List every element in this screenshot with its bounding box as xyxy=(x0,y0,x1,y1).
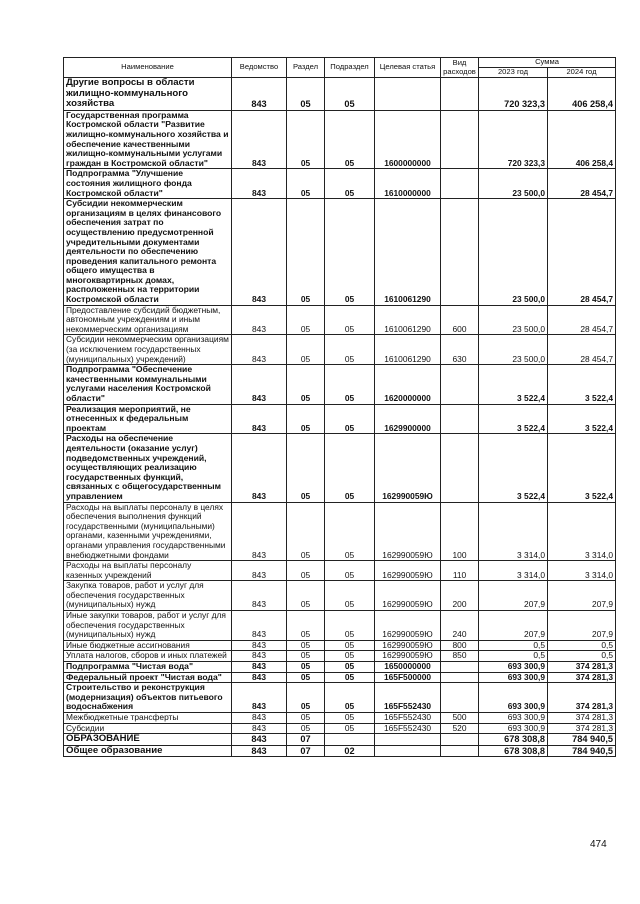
table-row xyxy=(64,581,616,611)
cell-podrazdel: 05 xyxy=(325,662,375,673)
cell-vedomstvo: 843 xyxy=(232,734,287,746)
cell-tselevaya-statya xyxy=(375,745,441,757)
table-row xyxy=(64,199,616,306)
cell-podrazdel: 05 xyxy=(325,502,375,561)
table-row xyxy=(64,335,616,365)
cell-razdel: 05 xyxy=(287,335,325,365)
cell-vid-raskhodov: 520 xyxy=(441,723,479,734)
cell-sum-2024: 406 258,4 xyxy=(548,78,616,111)
header-year-2024: 2024 год xyxy=(548,68,616,78)
cell-sum-2023: 3 522,4 xyxy=(479,404,548,434)
cell-sum-2023: 693 300,9 xyxy=(479,713,548,724)
cell-vid-raskhodov: 800 xyxy=(441,640,479,651)
header-vid-raskhodov: Вид расходов xyxy=(441,58,479,78)
table-row xyxy=(64,683,616,713)
cell-vid-raskhodov xyxy=(441,404,479,434)
cell-sum-2024: 28 454,7 xyxy=(548,169,616,199)
cell-vid-raskhodov: 100 xyxy=(441,502,479,561)
cell-vid-raskhodov xyxy=(441,110,479,169)
cell-podrazdel: 05 xyxy=(325,365,375,404)
cell-razdel: 05 xyxy=(287,199,325,306)
cell-vid-raskhodov xyxy=(441,365,479,404)
cell-sum-2023: 3 314,0 xyxy=(479,502,548,561)
cell-podrazdel: 02 xyxy=(325,745,375,757)
cell-vedomstvo: 843 xyxy=(232,672,287,683)
table-row xyxy=(64,169,616,199)
cell-sum-2024: 0,5 xyxy=(548,651,616,662)
header-tselevaya-statya: Целевая статья xyxy=(375,58,441,78)
table-row xyxy=(64,651,616,662)
cell-sum-2024: 374 281,3 xyxy=(548,683,616,713)
table-row xyxy=(64,713,616,724)
cell-vid-raskhodov xyxy=(441,434,479,502)
cell-sum-2024: 0,5 xyxy=(548,640,616,651)
cell-sum-2023: 23 500,0 xyxy=(479,199,548,306)
cell-podrazdel: 05 xyxy=(325,110,375,169)
cell-vedomstvo: 843 xyxy=(232,365,287,404)
cell-vid-raskhodov xyxy=(441,78,479,111)
cell-razdel: 05 xyxy=(287,672,325,683)
cell-podrazdel: 05 xyxy=(325,305,375,335)
cell-razdel: 05 xyxy=(287,502,325,561)
header-podrazdel: Подраздел xyxy=(325,58,375,78)
cell-razdel: 05 xyxy=(287,169,325,199)
table-row xyxy=(64,745,616,757)
cell-sum-2023: 23 500,0 xyxy=(479,169,548,199)
cell-tselevaya-statya: 162990059Ю xyxy=(375,651,441,662)
cell-name: Закупка товаров, работ и услуг для обеспечения государственных (муниципальных) нужд xyxy=(64,581,232,611)
cell-vedomstvo: 843 xyxy=(232,335,287,365)
table-row xyxy=(64,640,616,651)
cell-razdel: 05 xyxy=(287,713,325,724)
cell-vedomstvo: 843 xyxy=(232,78,287,111)
cell-name: Уплата налогов, сборов и иных платежей xyxy=(64,651,232,662)
cell-vedomstvo: 843 xyxy=(232,404,287,434)
header-razdel: Раздел xyxy=(287,58,325,78)
cell-name: ОБРАЗОВАНИЕ xyxy=(64,734,232,746)
cell-vid-raskhodov: 240 xyxy=(441,611,479,641)
cell-razdel: 05 xyxy=(287,611,325,641)
cell-name: Иные закупки товаров, работ и услуг для обеспечения государственных (муниципальных) нужд xyxy=(64,611,232,641)
cell-podrazdel: 05 xyxy=(325,169,375,199)
cell-podrazdel xyxy=(325,734,375,746)
cell-tselevaya-statya: 1629900000 xyxy=(375,404,441,434)
cell-tselevaya-statya: 165F552430 xyxy=(375,723,441,734)
cell-vedomstvo: 843 xyxy=(232,713,287,724)
cell-name: Предоставление субсидий бюджетным, автономным учреждениям и иным некоммерческим организациям xyxy=(64,305,232,335)
cell-razdel: 05 xyxy=(287,651,325,662)
table-row xyxy=(64,305,616,335)
cell-sum-2023: 693 300,9 xyxy=(479,662,548,673)
cell-razdel: 05 xyxy=(287,404,325,434)
cell-sum-2024: 3 314,0 xyxy=(548,502,616,561)
cell-tselevaya-statya xyxy=(375,78,441,111)
cell-vedomstvo: 843 xyxy=(232,169,287,199)
cell-sum-2023: 3 314,0 xyxy=(479,561,548,581)
cell-name: Подпрограмма "Улучшение состояния жилищного фонда Костромской области" xyxy=(64,169,232,199)
cell-sum-2023: 207,9 xyxy=(479,581,548,611)
cell-name: Иные бюджетные ассигнования xyxy=(64,640,232,651)
cell-name: Расходы на обеспечение деятельности (оказание услуг) подведомственных учреждений, осуществляющих реализацию государственных функций, связанных с общегосударственным управлением xyxy=(64,434,232,502)
cell-vid-raskhodov: 500 xyxy=(441,713,479,724)
cell-sum-2024: 374 281,3 xyxy=(548,723,616,734)
cell-sum-2024: 374 281,3 xyxy=(548,662,616,673)
cell-sum-2023: 693 300,9 xyxy=(479,683,548,713)
cell-sum-2024: 28 454,7 xyxy=(548,305,616,335)
cell-vedomstvo: 843 xyxy=(232,502,287,561)
cell-vid-raskhodov: 110 xyxy=(441,561,479,581)
cell-razdel: 05 xyxy=(287,434,325,502)
cell-name: Подпрограмма "Чистая вода" xyxy=(64,662,232,673)
header-vedomstvo: Ведомство xyxy=(232,58,287,78)
cell-vid-raskhodov xyxy=(441,169,479,199)
cell-vid-raskhodov: 600 xyxy=(441,305,479,335)
header-name: Наименование xyxy=(64,58,232,78)
cell-name: Государственная программа Костромской области "Развитие жилищно-коммунального хозяйства и обеспечение качественными жилищно-коммунальными услугами граждан в Костромской области" xyxy=(64,110,232,169)
cell-vedomstvo: 843 xyxy=(232,305,287,335)
cell-razdel: 07 xyxy=(287,745,325,757)
cell-podrazdel: 05 xyxy=(325,404,375,434)
cell-podrazdel: 05 xyxy=(325,561,375,581)
cell-sum-2024: 784 940,5 xyxy=(548,734,616,746)
cell-sum-2023: 693 300,9 xyxy=(479,672,548,683)
cell-podrazdel: 05 xyxy=(325,78,375,111)
cell-name: Общее образование xyxy=(64,745,232,757)
cell-sum-2023: 0,5 xyxy=(479,640,548,651)
cell-vedomstvo: 843 xyxy=(232,662,287,673)
cell-sum-2023: 3 522,4 xyxy=(479,365,548,404)
table-row xyxy=(64,662,616,673)
cell-tselevaya-statya: 1610000000 xyxy=(375,169,441,199)
cell-sum-2023: 23 500,0 xyxy=(479,305,548,335)
cell-name: Подпрограмма "Обеспечение качественными коммунальными услугами населения Костромской области" xyxy=(64,365,232,404)
cell-podrazdel: 05 xyxy=(325,335,375,365)
cell-sum-2023: 3 522,4 xyxy=(479,434,548,502)
cell-podrazdel: 05 xyxy=(325,611,375,641)
page-number: 474 xyxy=(590,839,607,850)
cell-sum-2024: 28 454,7 xyxy=(548,199,616,306)
table-row xyxy=(64,404,616,434)
budget-table-body xyxy=(64,78,616,757)
cell-razdel: 05 xyxy=(287,365,325,404)
cell-razdel: 05 xyxy=(287,662,325,673)
cell-vedomstvo: 843 xyxy=(232,110,287,169)
cell-vedomstvo: 843 xyxy=(232,640,287,651)
table-row xyxy=(64,672,616,683)
cell-name: Субсидии некоммерческим организациям в целях финансового обеспечения затрат по осуществлению предусмотренной учредительными документами деятельности по обеспечению проведения капитального ремонта общего имущества в многоквартирных домах, расположенных на территории Костромской области xyxy=(64,199,232,306)
table-row xyxy=(64,110,616,169)
cell-podrazdel: 05 xyxy=(325,723,375,734)
cell-name: Другие вопросы в области жилищно-коммунального хозяйства xyxy=(64,78,232,111)
cell-sum-2024: 3 522,4 xyxy=(548,434,616,502)
budget-table xyxy=(63,57,616,757)
cell-sum-2024: 406 258,4 xyxy=(548,110,616,169)
cell-name: Расходы на выплаты персоналу казенных учреждений xyxy=(64,561,232,581)
table-row xyxy=(64,502,616,561)
cell-podrazdel: 05 xyxy=(325,713,375,724)
cell-name: Федеральный проект "Чистая вода" xyxy=(64,672,232,683)
cell-vid-raskhodov: 630 xyxy=(441,335,479,365)
cell-vedomstvo: 843 xyxy=(232,651,287,662)
cell-name: Реализация мероприятий, не отнесенных к федеральным проектам xyxy=(64,404,232,434)
cell-name: Субсидии xyxy=(64,723,232,734)
cell-tselevaya-statya: 165F500000 xyxy=(375,672,441,683)
cell-vid-raskhodov xyxy=(441,734,479,746)
cell-sum-2023: 207,9 xyxy=(479,611,548,641)
cell-tselevaya-statya: 165F552430 xyxy=(375,683,441,713)
cell-podrazdel: 05 xyxy=(325,651,375,662)
cell-sum-2023: 693 300,9 xyxy=(479,723,548,734)
cell-tselevaya-statya: 1610061290 xyxy=(375,335,441,365)
cell-razdel: 05 xyxy=(287,723,325,734)
cell-vedomstvo: 843 xyxy=(232,199,287,306)
cell-tselevaya-statya: 162990059Ю xyxy=(375,434,441,502)
cell-tselevaya-statya: 1650000000 xyxy=(375,662,441,673)
table-row xyxy=(64,561,616,581)
cell-podrazdel: 05 xyxy=(325,434,375,502)
cell-razdel: 07 xyxy=(287,734,325,746)
table-row xyxy=(64,723,616,734)
cell-vedomstvo: 843 xyxy=(232,723,287,734)
cell-tselevaya-statya: 1620000000 xyxy=(375,365,441,404)
cell-podrazdel: 05 xyxy=(325,199,375,306)
cell-podrazdel: 05 xyxy=(325,640,375,651)
cell-vedomstvo: 843 xyxy=(232,581,287,611)
cell-podrazdel: 05 xyxy=(325,672,375,683)
cell-tselevaya-statya: 162990059Ю xyxy=(375,611,441,641)
cell-name: Межбюджетные трансферты xyxy=(64,713,232,724)
cell-tselevaya-statya: 165F552430 xyxy=(375,713,441,724)
cell-vid-raskhodov xyxy=(441,199,479,306)
cell-tselevaya-statya: 1600000000 xyxy=(375,110,441,169)
cell-name: Строительство и реконструкция (модернизация) объектов питьевого водоснабжения xyxy=(64,683,232,713)
cell-razdel: 05 xyxy=(287,561,325,581)
cell-vid-raskhodov: 850 xyxy=(441,651,479,662)
cell-sum-2024: 3 314,0 xyxy=(548,561,616,581)
cell-tselevaya-statya: 162990059Ю xyxy=(375,502,441,561)
cell-sum-2024: 784 940,5 xyxy=(548,745,616,757)
header-summa: Сумма xyxy=(479,58,616,68)
cell-sum-2024: 374 281,3 xyxy=(548,672,616,683)
cell-sum-2024: 3 522,4 xyxy=(548,404,616,434)
cell-vid-raskhodov: 200 xyxy=(441,581,479,611)
cell-tselevaya-statya: 162990059Ю xyxy=(375,561,441,581)
table-row xyxy=(64,434,616,502)
cell-tselevaya-statya: 162990059Ю xyxy=(375,581,441,611)
cell-vedomstvo: 843 xyxy=(232,745,287,757)
cell-razdel: 05 xyxy=(287,683,325,713)
cell-vid-raskhodov xyxy=(441,672,479,683)
cell-sum-2023: 720 323,3 xyxy=(479,78,548,111)
cell-vid-raskhodov xyxy=(441,745,479,757)
cell-sum-2023: 678 308,8 xyxy=(479,734,548,746)
table-row xyxy=(64,734,616,746)
cell-sum-2023: 678 308,8 xyxy=(479,745,548,757)
cell-razdel: 05 xyxy=(287,640,325,651)
cell-razdel: 05 xyxy=(287,305,325,335)
cell-sum-2024: 207,9 xyxy=(548,611,616,641)
cell-vid-raskhodov xyxy=(441,683,479,713)
cell-podrazdel: 05 xyxy=(325,683,375,713)
cell-tselevaya-statya xyxy=(375,734,441,746)
cell-podrazdel: 05 xyxy=(325,581,375,611)
cell-vedomstvo: 843 xyxy=(232,434,287,502)
cell-tselevaya-statya: 1610061290 xyxy=(375,305,441,335)
cell-tselevaya-statya: 1610061290 xyxy=(375,199,441,306)
table-row xyxy=(64,365,616,404)
table-row xyxy=(64,611,616,641)
cell-name: Субсидии некоммерческим организациям (за исключением государственных (муниципальных) учреждений) xyxy=(64,335,232,365)
cell-vedomstvo: 843 xyxy=(232,611,287,641)
cell-tselevaya-statya: 162990059Ю xyxy=(375,640,441,651)
cell-vedomstvo: 843 xyxy=(232,683,287,713)
cell-sum-2024: 207,9 xyxy=(548,581,616,611)
cell-sum-2024: 3 522,4 xyxy=(548,365,616,404)
cell-sum-2023: 0,5 xyxy=(479,651,548,662)
cell-vid-raskhodov xyxy=(441,662,479,673)
cell-name: Расходы на выплаты персоналу в целях обеспечения выполнения функций государственными (муниципальными) органами, казенными учреждениями, органами управления государственными внебюджетными фондами xyxy=(64,502,232,561)
cell-sum-2024: 374 281,3 xyxy=(548,713,616,724)
cell-razdel: 05 xyxy=(287,78,325,111)
header-year-2023: 2023 год xyxy=(479,68,548,78)
cell-vedomstvo: 843 xyxy=(232,561,287,581)
cell-sum-2024: 28 454,7 xyxy=(548,335,616,365)
table-row xyxy=(64,78,616,111)
cell-sum-2023: 23 500,0 xyxy=(479,335,548,365)
cell-razdel: 05 xyxy=(287,581,325,611)
cell-sum-2023: 720 323,3 xyxy=(479,110,548,169)
cell-razdel: 05 xyxy=(287,110,325,169)
